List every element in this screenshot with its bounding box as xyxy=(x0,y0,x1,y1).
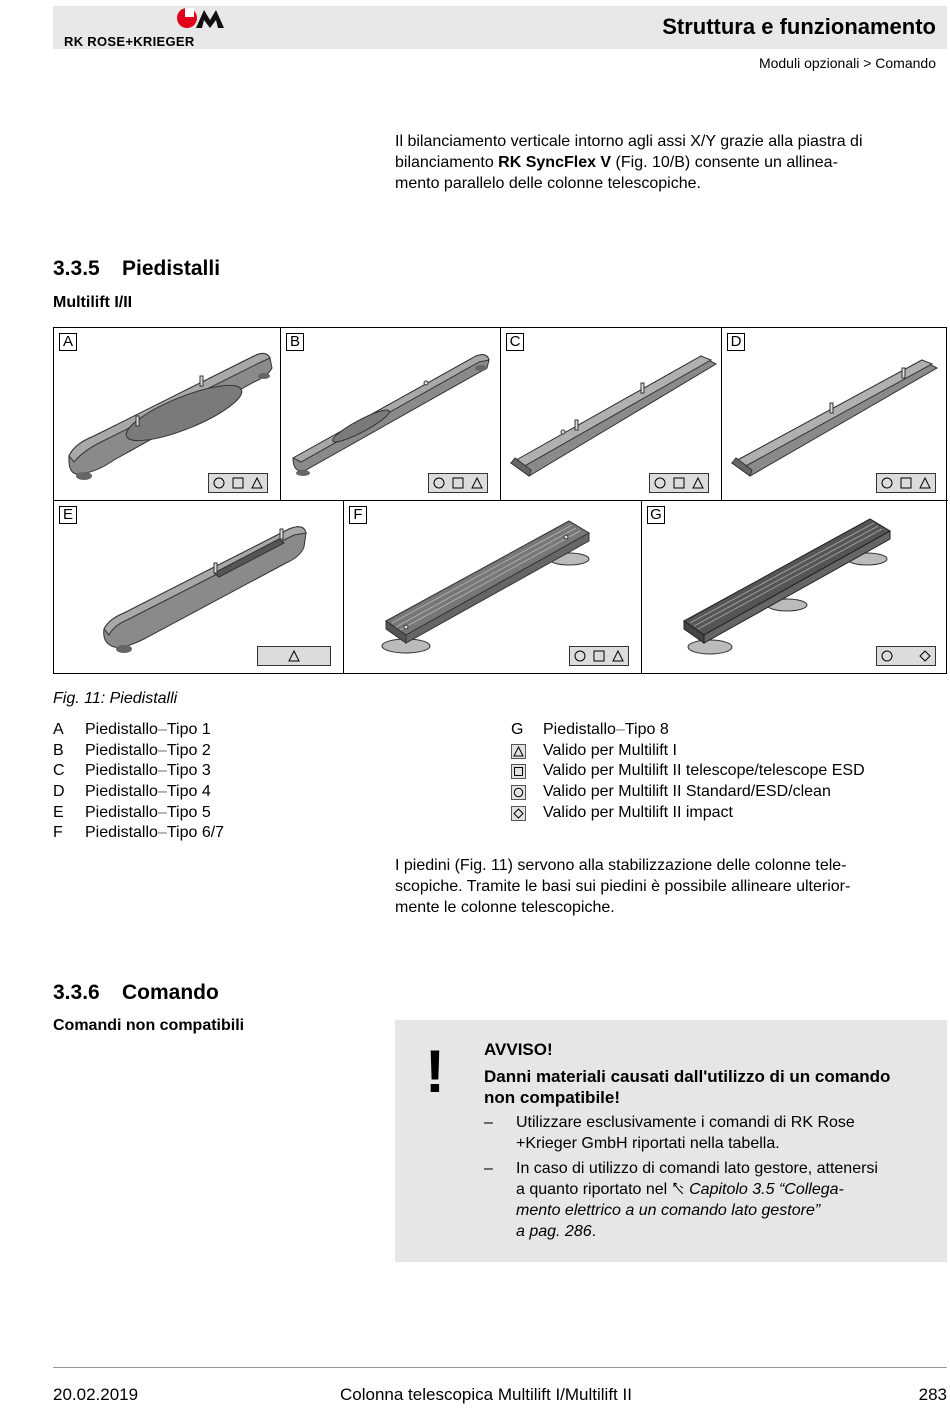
cell-letter: E xyxy=(59,506,77,524)
footer-document-title: Colonna telescopica Multilift I/Multilift II xyxy=(340,1385,632,1404)
legend-text: Tipo 5 xyxy=(166,803,211,821)
legend-item xyxy=(53,803,224,824)
legend-text: Piedistallo xyxy=(85,741,158,759)
notice-heading xyxy=(484,1066,939,1108)
legend-key: A xyxy=(53,721,64,738)
compatibility-symbols xyxy=(208,473,268,493)
logo-mark-icon xyxy=(176,6,228,30)
text-line xyxy=(395,152,945,173)
feet-paragraph xyxy=(395,855,945,918)
text-line: +Krieger GmbH riportati nella tabella. xyxy=(516,1135,780,1152)
text-span: (Fig. 10/B) consente un allinea- xyxy=(611,154,838,171)
legend-item xyxy=(53,761,224,782)
legend-item xyxy=(511,761,865,782)
legend-text: Tipo 3 xyxy=(166,762,211,780)
list-dash: – xyxy=(484,1160,493,1177)
legend-key: D xyxy=(53,783,65,801)
legend-text: Valido per Multilift II telescope/telescope ESD xyxy=(543,762,865,780)
section-number: 3.3.6 xyxy=(53,981,100,1004)
product-name: RK SyncFlex V xyxy=(498,154,612,171)
legend-text: Piedistallo xyxy=(85,824,158,842)
compatibility-symbols xyxy=(257,646,331,666)
diamond-icon xyxy=(919,650,931,662)
figure-piedistalli xyxy=(53,327,947,674)
legend-text: Piedistallo xyxy=(85,721,158,738)
legend-dash: – xyxy=(157,721,167,738)
company-logo xyxy=(58,6,230,50)
figure-cell-g xyxy=(642,501,948,673)
chapter-link[interactable]: Capitolo 3.5 “Collega- xyxy=(689,1181,844,1198)
text-span: . xyxy=(591,1223,597,1240)
circle-icon xyxy=(511,785,526,800)
text-span: a quanto riportato nel xyxy=(516,1181,672,1198)
legend-text: Piedistallo xyxy=(85,803,158,821)
legend-key: B xyxy=(53,741,64,759)
notice-item xyxy=(484,1158,939,1242)
subheading: Comandi non compatibili xyxy=(53,1017,245,1034)
circle-icon xyxy=(881,477,893,489)
page-title: Struttura e funzionamento xyxy=(662,14,936,39)
legend-text: Tipo 6/7 xyxy=(166,824,225,842)
text-line: Il bilanciamento verticale intorno agli assi X/Y grazie alla piastra di xyxy=(395,133,863,150)
legend-key: G xyxy=(511,721,524,738)
triangle-icon xyxy=(612,650,624,662)
legend-dash: – xyxy=(157,824,167,842)
compatibility-symbols xyxy=(876,646,936,666)
legend-text: Tipo 2 xyxy=(166,741,211,759)
text-line: Danni materiali causati dall'utilizzo di un comando xyxy=(484,1067,891,1086)
legend-text: Valido per Multilift II Standard/ESD/clean xyxy=(543,783,831,801)
cell-letter: F xyxy=(349,506,367,524)
exclamation-icon: ! xyxy=(425,1038,445,1105)
legend-dash: – xyxy=(157,741,167,759)
triangle-icon xyxy=(251,477,263,489)
text-span: bilanciamento xyxy=(395,154,499,171)
legend-item xyxy=(511,741,865,762)
text-line: In caso di utilizzo di comandi lato gestore, attenersi xyxy=(516,1160,878,1177)
legend-text: Piedistallo xyxy=(85,762,158,780)
text-line xyxy=(516,1179,939,1200)
legend-item xyxy=(53,741,224,762)
legend-item xyxy=(53,782,224,803)
compatibility-symbols xyxy=(428,473,488,493)
legend-dash: – xyxy=(157,783,167,801)
cell-letter: A xyxy=(59,333,77,351)
legend-text: Tipo 8 xyxy=(624,721,669,738)
legend-item xyxy=(53,823,224,844)
figure-cell-c xyxy=(501,328,722,501)
triangle-icon xyxy=(471,477,483,489)
legend-item xyxy=(511,803,865,824)
square-icon xyxy=(593,650,605,662)
legend-left xyxy=(53,720,224,844)
page-link[interactable]: a pag. 286 xyxy=(516,1223,592,1240)
figure-cell-b xyxy=(281,328,501,501)
circle-icon xyxy=(433,477,445,489)
text-line: mento parallelo delle colonne telescopiche. xyxy=(395,175,701,192)
cell-letter: D xyxy=(727,333,745,351)
legend-dash: – xyxy=(157,762,167,780)
legend-right xyxy=(511,720,865,823)
figure-cell-e xyxy=(54,501,344,673)
section-heading xyxy=(53,981,219,1005)
notice-box xyxy=(395,1020,947,1262)
footer-date: 20.02.2019 xyxy=(53,1385,139,1404)
subheading: Multilift I/II xyxy=(53,294,133,311)
text-line: scopiche. Tramite le basi sui piedini è possibile allineare ulterior- xyxy=(395,878,851,895)
figure-cell-d xyxy=(722,328,948,501)
section-number: 3.3.5 xyxy=(53,257,100,280)
text-line xyxy=(516,1200,939,1221)
square-icon xyxy=(452,477,464,489)
legend-item xyxy=(53,720,224,741)
figure-caption: Fig. 11: Piedistalli xyxy=(53,690,178,707)
cell-letter: G xyxy=(647,506,665,524)
legend-key: F xyxy=(53,824,63,842)
circle-icon xyxy=(574,650,586,662)
triangle-icon xyxy=(919,477,931,489)
square-icon xyxy=(900,477,912,489)
square-icon xyxy=(511,764,526,779)
legend-text: Piedistallo xyxy=(85,783,158,801)
diamond-icon xyxy=(511,806,526,821)
cell-letter: C xyxy=(506,333,524,351)
legend-text: Valido per Multilift II impact xyxy=(543,803,733,821)
text-line xyxy=(516,1221,939,1242)
circle-icon xyxy=(881,650,893,662)
intro-paragraph xyxy=(395,131,945,194)
square-icon xyxy=(232,477,244,489)
circle-icon xyxy=(213,477,225,489)
legend-text: Piedistallo xyxy=(543,721,616,738)
legend-key: E xyxy=(53,803,64,821)
link-arrow-icon xyxy=(672,1181,685,1198)
text-line: non compatibile! xyxy=(484,1088,620,1107)
text-line: Utilizzare esclusivamente i comandi di RK Rose xyxy=(516,1114,855,1131)
section-title: Piedistalli xyxy=(122,257,221,280)
section-title: Comando xyxy=(122,981,219,1004)
legend-item xyxy=(511,720,865,741)
legend-dash: – xyxy=(615,721,625,738)
triangle-icon xyxy=(511,744,526,759)
compatibility-symbols xyxy=(876,473,936,493)
legend-item xyxy=(511,782,865,803)
legend-text: Tipo 1 xyxy=(166,721,211,738)
list-dash: – xyxy=(484,1114,493,1131)
notice-label: AVVISO! xyxy=(484,1040,553,1059)
section-heading xyxy=(53,257,220,281)
square-icon xyxy=(673,477,685,489)
footer-divider xyxy=(53,1367,947,1368)
footer-page-number: 283 xyxy=(918,1385,947,1404)
compatibility-symbols xyxy=(569,646,629,666)
legend-text: Tipo 4 xyxy=(166,783,211,801)
triangle-icon xyxy=(692,477,704,489)
breadcrumb: Moduli opzionali > Comando xyxy=(758,55,936,71)
triangle-icon xyxy=(288,650,300,662)
compatibility-symbols xyxy=(649,473,709,493)
circle-icon xyxy=(654,477,666,489)
legend-dash: – xyxy=(157,803,167,821)
chapter-link[interactable]: mento elettrico a un comando lato gestore” xyxy=(516,1202,821,1219)
figure-cell-a xyxy=(54,328,281,501)
text-line: mente le colonne telescopiche. xyxy=(395,899,615,916)
text-line: I piedini (Fig. 11) servono alla stabilizzazione delle colonne tele- xyxy=(395,857,847,874)
legend-text: Valido per Multilift I xyxy=(543,741,677,759)
figure-cell-f xyxy=(344,501,642,673)
legend-key: C xyxy=(53,762,65,780)
notice-item xyxy=(484,1112,939,1154)
cell-letter: B xyxy=(286,333,304,351)
logo-text: RK ROSE+KRIEGER xyxy=(64,34,195,49)
